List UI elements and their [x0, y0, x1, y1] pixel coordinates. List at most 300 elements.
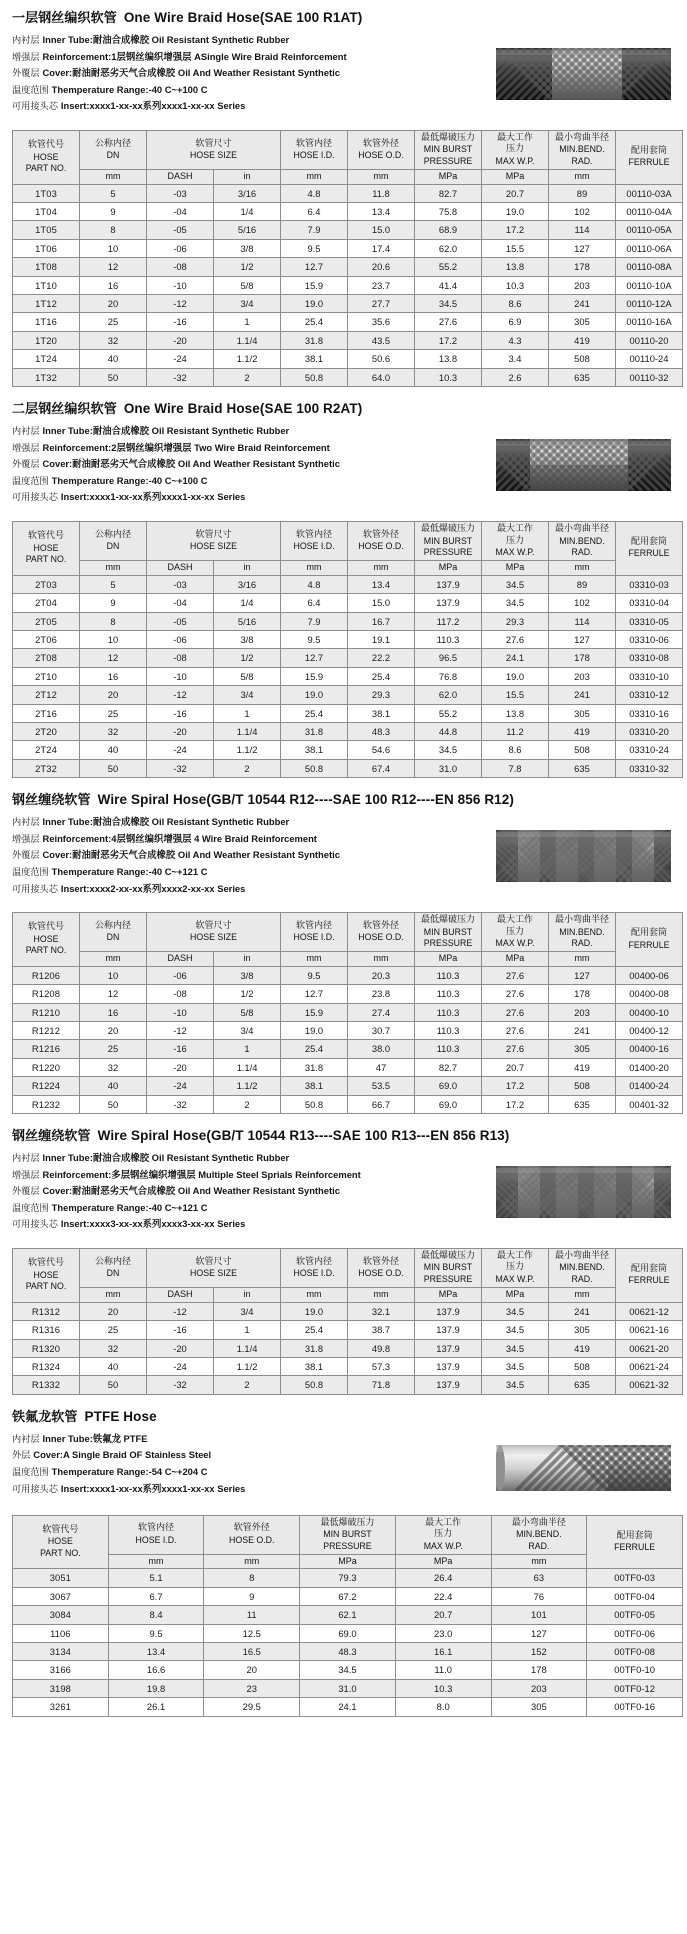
cell-value: 3/8	[214, 630, 281, 648]
table-row	[13, 1569, 683, 1587]
spec-label-en: Cover:耐油耐恶劣天气合成橡胶 Oil And Weather Resistant Synthetic	[42, 458, 340, 470]
cell-value: 34.5	[415, 295, 482, 313]
unit-id: mm	[281, 561, 348, 575]
cell-value: 00110-04A	[616, 203, 683, 221]
cell-value: 12	[80, 258, 147, 276]
cell-value: 20	[80, 1302, 147, 1320]
cell-part-no: 2T04	[13, 594, 80, 612]
cell-value: 5/16	[214, 612, 281, 630]
cell-value: 1/4	[214, 594, 281, 612]
cell-value: 110.3	[415, 966, 482, 984]
cell-value: 00621-32	[616, 1376, 683, 1394]
cell-value: 12.7	[281, 258, 348, 276]
cell-value: 03310-05	[616, 612, 683, 630]
cell-value: 47	[348, 1058, 415, 1076]
spec-label-en: Themperature Range:-40 C~+100 C	[51, 83, 208, 95]
unit-od: mm	[204, 1554, 300, 1568]
cell-value: 40	[80, 741, 147, 759]
unit-burst: MPa	[415, 170, 482, 184]
cell-value: -24	[147, 350, 214, 368]
table-row	[13, 966, 683, 984]
spec-label-en: Inner Tube:铁氟龙 PTFE	[42, 1432, 148, 1444]
hose-spec-table	[12, 130, 683, 387]
unit-burst: MPa	[300, 1554, 396, 1568]
table-wrapper	[8, 130, 679, 387]
col-header-min-bend-rad: 最小弯曲半径 MIN.BEND. RAD.	[549, 522, 616, 561]
col-header-hose-id: 软管内径 HOSE I.D.	[108, 1515, 204, 1554]
cell-value: 00401-32	[616, 1095, 683, 1113]
col-header-hose-od: 软管外径 HOSE O.D.	[348, 522, 415, 561]
col-header-min-bend-rad: 最小弯曲半径 MIN.BEND. RAD.	[549, 1249, 616, 1288]
cell-value: -16	[147, 704, 214, 722]
col-header-hose-od: 软管外径 HOSE O.D.	[348, 131, 415, 170]
cell-value: 15.0	[348, 594, 415, 612]
ptfe-section	[0, 1399, 687, 1717]
col-header-hose-od: 软管外径 HOSE O.D.	[348, 913, 415, 952]
cell-value: -20	[147, 1058, 214, 1076]
cell-value: 63	[491, 1569, 587, 1587]
cell-value: 20.7	[395, 1606, 491, 1624]
cell-value: 9.5	[108, 1624, 204, 1642]
spec-label-cn: 温度范围	[12, 1202, 52, 1214]
section-specs	[8, 1150, 679, 1242]
cell-value: 34.5	[415, 741, 482, 759]
cell-value: 20	[80, 295, 147, 313]
cell-value: 6.9	[482, 313, 549, 331]
cell-part-no: 2T20	[13, 722, 80, 740]
cell-value: 15.9	[281, 667, 348, 685]
cell-value: 00TF0-04	[587, 1587, 683, 1605]
spec-label-cn: 外覆层	[12, 68, 43, 80]
cell-value: 00110-32	[616, 368, 683, 386]
cell-value: 00110-10A	[616, 276, 683, 294]
table-row	[13, 704, 683, 722]
cell-value: 1.1/2	[214, 741, 281, 759]
cell-value: 114	[549, 221, 616, 239]
col-header-min-burst-pressure: 最低爆破压力 MIN BURST PRESSURE	[415, 913, 482, 952]
cell-value: 102	[549, 203, 616, 221]
cell-value: 16.5	[204, 1642, 300, 1660]
cell-value: 19.0	[482, 667, 549, 685]
cell-value: 53.5	[348, 1077, 415, 1095]
cell-value: 1.1/2	[214, 1077, 281, 1095]
cell-value: 27.6	[482, 985, 549, 1003]
section-title	[8, 391, 679, 423]
unit-in: in	[214, 952, 281, 966]
cell-value: 00400-08	[616, 985, 683, 1003]
cell-part-no: 3166	[13, 1661, 109, 1679]
cell-part-no: R1210	[13, 1003, 80, 1021]
cell-value: 17.2	[482, 1095, 549, 1113]
cell-value: 00TF0-05	[587, 1606, 683, 1624]
cell-value: 15.9	[281, 276, 348, 294]
spec-label-en: Reinforcement:2层钢丝编织增强层 Two Wire Braid Reinforcement	[42, 441, 330, 453]
unit-dn: mm	[80, 561, 147, 575]
cell-value: -16	[147, 1321, 214, 1339]
unit-dash: DASH	[147, 1288, 214, 1302]
cell-value: 4.3	[482, 331, 549, 349]
cell-value: 1.1/4	[214, 331, 281, 349]
section-title-cn: 钢丝缠绕软管	[12, 793, 91, 809]
hose-section-1	[0, 0, 687, 387]
cell-value: 305	[549, 1040, 616, 1058]
col-header-max-wp: 最大工作 压力 MAX W.P.	[482, 522, 549, 561]
spec-label-cn: 内衬层	[12, 817, 43, 829]
spec-label-en: Cover:耐油耐恶劣天气合成橡胶 Oil And Weather Resistant Synthetic	[42, 67, 340, 79]
spec-label-cn: 外覆层	[12, 1186, 43, 1198]
col-header-hose-id: 软管内径 HOSE I.D.	[281, 913, 348, 952]
cell-value: -10	[147, 1003, 214, 1021]
spec-label-en: Themperature Range:-40 C~+121 C	[51, 1201, 208, 1213]
cell-value: 69.0	[415, 1077, 482, 1095]
cell-value: 31.8	[281, 1339, 348, 1357]
cell-value: 17.2	[482, 221, 549, 239]
cell-value: 16.1	[395, 1642, 491, 1660]
cell-value: 13.8	[482, 258, 549, 276]
cell-value: 3/8	[214, 966, 281, 984]
cell-value: 110.3	[415, 985, 482, 1003]
hose-illustration-two-1	[496, 423, 671, 507]
cell-value: 25	[80, 1321, 147, 1339]
cell-value: 40	[80, 1357, 147, 1375]
col-header-min-burst-pressure: 最低爆破压力 MIN BURST PRESSURE	[415, 522, 482, 561]
cell-value: 69.0	[300, 1624, 396, 1642]
col-header-min-bend-rad: 最小弯曲半径 MIN.BEND. RAD.	[549, 131, 616, 170]
cell-value: 10	[80, 630, 147, 648]
cell-value: -32	[147, 368, 214, 386]
spec-label-cn: 外覆层	[12, 459, 43, 471]
cell-value: -16	[147, 1040, 214, 1058]
table-row	[13, 1095, 683, 1113]
cell-value: 7.9	[281, 221, 348, 239]
cell-value: 00621-20	[616, 1339, 683, 1357]
cell-value: 110.3	[415, 630, 482, 648]
col-header-min-bend-rad: 最小弯曲半径 MIN.BEND. RAD.	[491, 1515, 587, 1554]
cell-value: 20.7	[482, 1058, 549, 1076]
spec-label-cn: 可用接头芯	[12, 883, 61, 895]
cell-value: 110.3	[415, 1040, 482, 1058]
cell-value: 03310-04	[616, 594, 683, 612]
cell-value: 03310-08	[616, 649, 683, 667]
cell-value: 34.5	[482, 1321, 549, 1339]
unit-dn: mm	[80, 1288, 147, 1302]
cell-value: 30.7	[348, 1022, 415, 1040]
cell-value: 5/8	[214, 667, 281, 685]
cell-value: 03310-10	[616, 667, 683, 685]
cell-value: 8.6	[482, 741, 549, 759]
cell-value: 1/2	[214, 985, 281, 1003]
cell-value: 203	[549, 667, 616, 685]
cell-value: 82.7	[415, 1058, 482, 1076]
hose-image	[496, 1431, 671, 1511]
cell-value: 10.3	[395, 1679, 491, 1697]
cell-part-no: 3084	[13, 1606, 109, 1624]
section-specs	[8, 1431, 679, 1509]
table-row	[13, 258, 683, 276]
table-row	[13, 1376, 683, 1394]
spec-label-en: Inner Tube:耐油合成橡胶 Oil Resistant Synthetic Rubber	[42, 425, 290, 437]
cell-value: 3/16	[214, 184, 281, 202]
cell-value: 2	[214, 1376, 281, 1394]
cell-value: -10	[147, 276, 214, 294]
cell-value: 20.3	[348, 966, 415, 984]
cell-value: 32	[80, 1058, 147, 1076]
cell-value: 508	[549, 1077, 616, 1095]
cell-value: 3/8	[214, 239, 281, 257]
cell-value: 5	[80, 184, 147, 202]
cell-value: 4.8	[281, 184, 348, 202]
section-specs	[8, 423, 679, 515]
cell-value: 27.4	[348, 1003, 415, 1021]
cell-value: 31.8	[281, 331, 348, 349]
cell-value: 3/4	[214, 1302, 281, 1320]
cell-value: 9	[204, 1587, 300, 1605]
spec-label-cn: 温度范围	[12, 475, 52, 487]
cell-value: 13.4	[108, 1642, 204, 1660]
cell-value: 1.1/2	[214, 1357, 281, 1375]
cell-value: 127	[549, 966, 616, 984]
cell-value: 137.9	[415, 594, 482, 612]
spec-label-cn: 温度范围	[12, 866, 52, 878]
cell-value: 00TF0-08	[587, 1642, 683, 1660]
cell-value: 27.6	[482, 1022, 549, 1040]
cell-value: 27.6	[482, 966, 549, 984]
cell-value: 38.0	[348, 1040, 415, 1058]
cell-value: 13.4	[348, 575, 415, 593]
cell-value: 03310-20	[616, 722, 683, 740]
spec-label-cn: 内衬层	[12, 426, 43, 438]
cell-part-no: R1324	[13, 1357, 80, 1375]
cell-value: 00TF0-12	[587, 1679, 683, 1697]
cell-value: 101	[491, 1606, 587, 1624]
cell-value: 508	[549, 350, 616, 368]
section-specs	[8, 32, 679, 124]
table-row	[13, 239, 683, 257]
col-header-hose-id: 软管内径 HOSE I.D.	[281, 131, 348, 170]
cell-value: 22.4	[395, 1587, 491, 1605]
cell-value: 7.9	[281, 612, 348, 630]
table-row	[13, 368, 683, 386]
spec-label-cn: 增强层	[12, 51, 43, 63]
cell-value: 13.4	[348, 203, 415, 221]
cell-value: 44.8	[415, 722, 482, 740]
cell-value: 13.8	[482, 704, 549, 722]
cell-value: 20	[204, 1661, 300, 1679]
cell-value: -06	[147, 966, 214, 984]
cell-value: -04	[147, 594, 214, 612]
col-header-min-burst-pressure: 最低爆破压力 MIN BURST PRESSURE	[415, 1249, 482, 1288]
cell-value: 40	[80, 1077, 147, 1095]
cell-value: 2	[214, 1095, 281, 1113]
cell-value: 96.5	[415, 649, 482, 667]
cell-value: 127	[549, 630, 616, 648]
hose-image	[496, 423, 671, 509]
cell-part-no: R1316	[13, 1321, 80, 1339]
spec-label-en: Insert:xxxx1-xx-xx系列xxxx1-xx-xx Series	[60, 100, 246, 112]
cell-value: 241	[549, 1302, 616, 1320]
unit-bend: mm	[549, 1288, 616, 1302]
cell-value: 64.0	[348, 368, 415, 386]
unit-burst: MPa	[415, 952, 482, 966]
cell-part-no: 1T24	[13, 350, 80, 368]
section-title	[8, 1399, 679, 1431]
col-header-part-no: 软管代号 HOSE PART NO.	[13, 1249, 80, 1303]
cell-value: 419	[549, 331, 616, 349]
table-row	[13, 295, 683, 313]
table-row	[13, 667, 683, 685]
cell-value: 66.7	[348, 1095, 415, 1113]
cell-value: -05	[147, 221, 214, 239]
spec-label-cn: 可用接头芯	[12, 101, 61, 113]
cell-value: 79.3	[300, 1569, 396, 1587]
ptfe-spec-table	[12, 1515, 683, 1717]
table-row	[13, 1642, 683, 1660]
cell-value: 38.1	[348, 704, 415, 722]
cell-value: 17.2	[415, 331, 482, 349]
cell-value: -16	[147, 313, 214, 331]
table-row	[13, 276, 683, 294]
table-row	[13, 612, 683, 630]
hose-section-4	[0, 1118, 687, 1395]
cell-value: 9.5	[281, 966, 348, 984]
cell-part-no: 2T12	[13, 686, 80, 704]
col-header-hose-od: 软管外径 HOSE O.D.	[204, 1515, 300, 1554]
cell-value: 25.4	[348, 667, 415, 685]
cell-part-no: R1320	[13, 1339, 80, 1357]
cell-value: -20	[147, 331, 214, 349]
cell-value: 635	[549, 1095, 616, 1113]
cell-value: 50.8	[281, 759, 348, 777]
table-row	[13, 1587, 683, 1605]
cell-value: 2	[214, 368, 281, 386]
cell-value: 75.8	[415, 203, 482, 221]
cell-value: 1.1/4	[214, 722, 281, 740]
cell-value: -08	[147, 985, 214, 1003]
cell-part-no: 3134	[13, 1642, 109, 1660]
cell-value: 26.4	[395, 1569, 491, 1587]
cell-value: 27.6	[482, 630, 549, 648]
cell-part-no: 2T24	[13, 741, 80, 759]
cell-value: 15.5	[482, 686, 549, 704]
cell-value: 29.3	[482, 612, 549, 630]
cell-value: 38.1	[281, 741, 348, 759]
cell-value: -32	[147, 1376, 214, 1394]
cell-value: 38.1	[281, 350, 348, 368]
section-title-cn: 一层钢丝编织软管	[12, 11, 117, 26]
spec-label-cn: 内衬层	[12, 35, 43, 46]
cell-value: 1/4	[214, 203, 281, 221]
unit-in: in	[214, 170, 281, 184]
col-header-max-wp: 最大工作 压力 MAX W.P.	[482, 913, 549, 952]
cell-value: 25.4	[281, 1040, 348, 1058]
cell-value: 419	[549, 1339, 616, 1357]
cell-value: 12.7	[281, 649, 348, 667]
col-header-min-burst-pressure: 最低爆破压力 MIN BURST PRESSURE	[300, 1515, 396, 1554]
cell-value: -04	[147, 203, 214, 221]
cell-value: -20	[147, 1339, 214, 1357]
cell-value: 20	[80, 686, 147, 704]
cell-value: 11.2	[482, 722, 549, 740]
table-row	[13, 985, 683, 1003]
cell-part-no: R1312	[13, 1302, 80, 1320]
cell-value: 3/4	[214, 295, 281, 313]
unit-wp: MPa	[482, 1288, 549, 1302]
cell-value: 48.3	[348, 722, 415, 740]
unit-dn: mm	[80, 170, 147, 184]
unit-dn: mm	[80, 952, 147, 966]
cell-value: 8.6	[482, 295, 549, 313]
cell-value: 19.0	[281, 1302, 348, 1320]
cell-value: -24	[147, 1357, 214, 1375]
cell-part-no: R1208	[13, 985, 80, 1003]
table-row	[13, 630, 683, 648]
cell-value: 10.3	[482, 276, 549, 294]
cell-value: 8.4	[108, 1606, 204, 1624]
hose-illustration-one-0	[496, 32, 671, 116]
cell-value: 16	[80, 1003, 147, 1021]
unit-wp: MPa	[482, 952, 549, 966]
cell-value: 1/2	[214, 649, 281, 667]
table-row	[13, 1679, 683, 1697]
cell-part-no: R1206	[13, 966, 80, 984]
cell-value: 11.0	[395, 1661, 491, 1679]
cell-value: 110.3	[415, 1003, 482, 1021]
table-row	[13, 741, 683, 759]
section-title-en: One Wire Braid Hose(SAE 100 R2AT)	[123, 401, 363, 417]
cell-value: 00110-03A	[616, 184, 683, 202]
cell-value: 1.1/4	[214, 1339, 281, 1357]
spec-label-cn: 增强层	[12, 833, 43, 845]
col-header-part-no: 软管代号 HOSE PART NO.	[13, 522, 80, 576]
cell-part-no: 1T12	[13, 295, 80, 313]
cell-value: 137.9	[415, 1357, 482, 1375]
cell-value: 508	[549, 741, 616, 759]
table-row	[13, 350, 683, 368]
cell-value: 25	[80, 313, 147, 331]
section-title-cn: 铁氟龙软管	[12, 1409, 78, 1425]
cell-value: 00110-08A	[616, 258, 683, 276]
cell-value: 12	[80, 649, 147, 667]
cell-value: 62.0	[415, 239, 482, 257]
cell-value: 305	[549, 1321, 616, 1339]
col-header-part-no: 软管代号 HOSE PART NO.	[13, 1515, 109, 1569]
cell-value: 137.9	[415, 1302, 482, 1320]
cell-value: 25	[80, 704, 147, 722]
spec-label-en: Cover:耐油耐恶劣天气合成橡胶 Oil And Weather Resistant Synthetic	[42, 849, 340, 861]
cell-part-no: 1T04	[13, 203, 80, 221]
spec-label-en: Reinforcement:4层钢丝编织增强层 4 Wire Braid Reinforcement	[42, 832, 317, 844]
cell-value: 57.3	[348, 1357, 415, 1375]
cell-value: 55.2	[415, 258, 482, 276]
cell-value: 50.8	[281, 1376, 348, 1394]
cell-value: 67.2	[300, 1587, 396, 1605]
table-row	[13, 1698, 683, 1716]
cell-value: 00400-16	[616, 1040, 683, 1058]
cell-value: 54.6	[348, 741, 415, 759]
cell-value: 10	[80, 966, 147, 984]
cell-part-no: 1106	[13, 1624, 109, 1642]
cell-value: 55.2	[415, 704, 482, 722]
cell-value: 19.1	[348, 630, 415, 648]
cell-value: 2.6	[482, 368, 549, 386]
unit-bend: mm	[549, 952, 616, 966]
cell-part-no: 3067	[13, 1587, 109, 1605]
cell-value: 31.0	[300, 1679, 396, 1697]
cell-value: 00110-05A	[616, 221, 683, 239]
unit-wp: MPa	[482, 561, 549, 575]
spec-label-en: Themperature Range:-40 C~+100 C	[51, 474, 208, 486]
spec-label-en: Insert:xxxx3-xx-xx系列xxxx3-xx-xx Series	[60, 1218, 246, 1230]
